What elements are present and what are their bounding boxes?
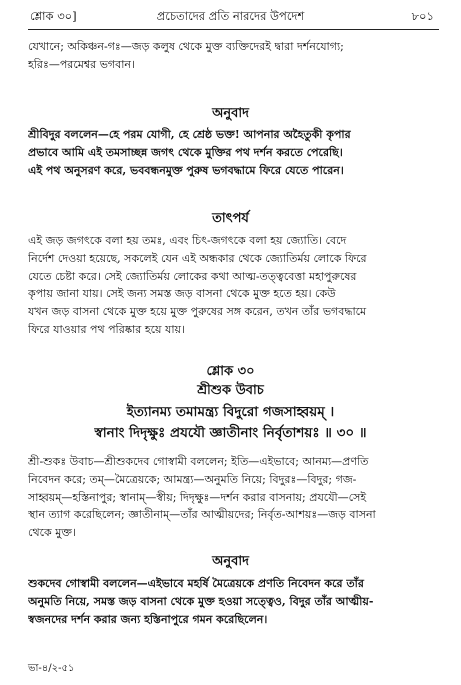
translation-line: প্রভাবে আমি এই তমসাচ্ছন্ন জগৎ থেকে মুক্তির পথ দর্শন করতে পেরেছি। (28, 145, 343, 159)
header-rule (28, 29, 439, 30)
synonyms-line: হরিঃ—পরমেশ্বর ভগবান। (28, 57, 135, 71)
purport-line: ফিরে যাওয়ার পথ পরিষ্কার হয়ে যায়। (28, 322, 185, 336)
synonyms-line: যেখানে; অকিঞ্চন-গঃ—জড় কলুষ থেকে মুক্ত ব্যক্তিদেরই দ্বারা দর্শনযোগ্য; (28, 40, 344, 53)
synonyms-line: থেকে মুক্ত। (28, 526, 76, 540)
purport-heading: তাৎপর্য (212, 211, 249, 226)
running-header-verse-ref: শ্লোক ৩০] (30, 9, 77, 23)
translation-line: এই পথ অনুসরণ করে, ভববন্ধনমুক্ত পুরুষ ভগবদ্ধামে ফিরে যেতে পারেন। (28, 163, 344, 177)
purport-line: যখন জড় বাসনা থেকে মুক্ত হয়ে মুক্ত পুরুষের সঙ্গ করেন, তখন তাঁর ভগবদ্ধামে (28, 305, 367, 319)
translation-line: অনুমতি নিয়ে, সমস্ত জড় বাসনা থেকে মুক্ত হওয়া সত্ত্বেও, বিদুর তাঁর আত্মীয়- (28, 594, 374, 608)
synonyms-line: শ্রী-শুকঃ উবাচ—শ্রীশুকদেব গোস্বামী বললেন; ইতি—এইভাবে; আনম্য—প্রণতি (28, 455, 369, 468)
verse-number: শ্লোক ৩০ (206, 364, 255, 379)
synonyms-line: স্থান ত্যাগ করেছিলেন; জ্ঞাতীনাম্—তাঁর আত্মীয়দের; নির্বৃত-আশয়ঃ—জড় বাসনা (28, 508, 376, 522)
purport-line: যেতে চেষ্টা করে। সেই জ্যোতির্ময় লোকের কথা আত্ম-তত্ত্ববেত্তা মহাপুরুষের (28, 269, 357, 283)
synonyms-line: সাহ্বয়ম্—হস্তিনাপুর; স্বানাম্—স্বীয়; দিদৃক্ষুঃ—দর্শন করার বাসনায়; প্রযযৌ—সেই (28, 490, 367, 504)
translation-text-2 (28, 575, 439, 628)
translation-heading: অনুবাদ (212, 106, 249, 121)
translation-text (28, 126, 439, 179)
verse-line-1: ইত্যানম্য তমামন্ত্র্য বিদুরো গজসাহ্বয়ম্ । (126, 404, 335, 420)
translation-line: শ্রীবিদুর বললেন—হে পরম যোগী, হে শ্রেষ্ঠ ভক্ত! আপনার অহৈতুকী কৃপার (28, 128, 351, 141)
purport-line: নির্দেশ দেওয়া হয়েছে, সকলেই যেন এই অন্ধকার থেকে জ্যোতির্ময় লোকে ফিরে (28, 251, 367, 265)
translation-heading-2: অনুবাদ (212, 554, 249, 569)
page-number: ৮০১ (411, 9, 434, 23)
signature-mark: ভা-৪/২-৫১ (28, 663, 75, 674)
synonyms-continuation (28, 38, 439, 74)
translation-line: শুকদেব গোস্বামী বললেন—এইভাবে মহর্ষি মৈত্রেয়কে প্রণতি নিবেদন করে তাঁর (28, 577, 364, 590)
purport-line: এই জড় জগৎকে বলা হয় তমঃ, এবং চিৎ-জগৎকে বলা হয় জ্যোতি। বেদে (28, 234, 347, 247)
verse-line-2: স্বানাং দিদৃক্ষুঃ প্রযযৌ জ্ঞাতীনাং নির্বৃতাশয়ঃ ॥ ৩০ ॥ (94, 425, 367, 441)
translation-line: স্বজনদের দর্শন করার জন্য হস্তিনাপুরে গমন করেছিলেন। (28, 612, 268, 626)
synonyms-text (28, 453, 439, 542)
running-header-title: প্রচেতাদের প্রতি নারদের উপদেশ (156, 9, 305, 23)
purport-line: কৃপায় জানা যায়। সেই জন্য সমস্ত জড় বাসনা থেকে মুক্ত হতে হয়। কেউ (28, 287, 336, 301)
purport-text (28, 232, 439, 339)
verse-speaker: শ্রীশুক উবাচ (197, 383, 264, 398)
synonyms-line: নিবেদন করে; তম্—মৈত্রেয়কে; আমন্ত্র্য—অনুমতি নিয়ে; বিদুরঃ—বিদুর; গজ- (28, 472, 357, 486)
